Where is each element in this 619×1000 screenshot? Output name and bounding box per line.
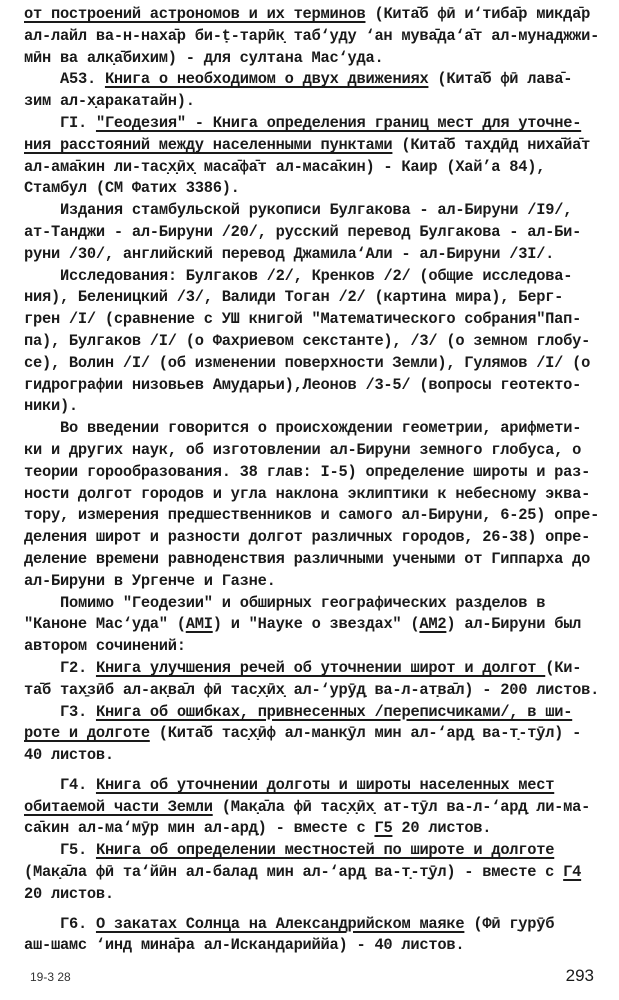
- text-line: [24, 222, 609, 244]
- text-segment: деление времени равноденствия различными учеными от Гиппарха до: [24, 549, 591, 568]
- text-line: [24, 135, 609, 157]
- text-segment: ал-Бируни в Ургенче и Газне.: [24, 571, 276, 590]
- page-number: 293: [565, 966, 594, 985]
- text-line: [24, 914, 609, 936]
- text-segment: па), Булгаков /I/ (о Фахриевом секстанте), /3/ (о земном глобу-: [24, 331, 591, 350]
- text-segment: 40 листов.: [24, 746, 114, 765]
- text-line: [24, 775, 609, 797]
- text-segment: та̄б тах̱зӣб ал-ак̣ва̄л фӣ тас̣х̣ӣх̣ ал-‘урӯд̣ ва-л-ат̣ва̄л) - 200 листов.: [24, 680, 600, 699]
- text-line: [24, 113, 609, 135]
- underlined-title: обитаемой части Земли: [24, 797, 213, 816]
- text-line: [24, 797, 609, 819]
- text-segment: (Кита̄б тах̣дӣд ниха̄йа̄т: [392, 135, 591, 154]
- text-line: [24, 840, 609, 862]
- text-line: [24, 287, 609, 309]
- text-line: [24, 862, 609, 884]
- text-segment: са̄кин ал-ма‘мӯр мин ал-ард̣) - вместе с: [24, 819, 375, 838]
- text-segment: Г5.: [60, 841, 96, 860]
- underlined-title: "Геодезия" - Книга определения границ мест для уточне-: [95, 113, 582, 132]
- text-segment: ния), Беленицкий /3/, Валиди Тоган /2/ (картина мира), Берг-: [24, 288, 564, 307]
- underlined-title: Книга об определении местностей по широте и долготе: [95, 841, 555, 860]
- document-body: [24, 4, 609, 957]
- text-segment: грен /I/ (сравнение с УШ книгой "Математического собрания"Пап-: [24, 310, 582, 329]
- text-line: [24, 440, 609, 462]
- text-segment: Стамбул (СМ Фатих 3386).: [24, 179, 240, 198]
- text-segment: "Каноне Мас‘уда" (: [24, 615, 186, 634]
- text-segment: ат-Танджи - ал-Бируни /20/, русский перевод Булгакова - ал-Би-: [24, 222, 582, 241]
- text-segment: Г3.: [60, 702, 96, 721]
- text-segment: 20 листов.: [24, 884, 114, 903]
- text-segment: Г2.: [60, 658, 96, 677]
- text-line: [24, 418, 609, 440]
- text-segment: теории горообразования. 38 глав: I-5) определение широты и раз-: [24, 462, 591, 481]
- text-line: [24, 331, 609, 353]
- underlined-title: роте и долготе: [24, 724, 150, 743]
- underlined-title: ния расстояний между населенными пунктами: [24, 135, 393, 154]
- text-segment: Исследования: Булгаков /2/, Кренков /2/ (общие исследова-: [60, 266, 573, 285]
- text-segment: ал-лайл ва-н-наха̄р би-ṭ-тарӣк̣ таб‘уду ‘ан мува̄да‘а̄т ал-мунаджжи-: [24, 26, 600, 45]
- underlined-title: Г5: [374, 819, 393, 838]
- text-line: [24, 200, 609, 222]
- text-line: [24, 244, 609, 266]
- text-line: [24, 614, 609, 636]
- text-segment: Издания стамбульской рукописи Булгакова - ал-Бируни /I9/,: [60, 201, 573, 220]
- text-segment: (Ки-: [545, 658, 582, 677]
- text-line: [24, 745, 609, 767]
- underlined-title: АМ2: [419, 615, 447, 634]
- text-segment: ки и других наук, об изготовлении ал-Бируни земного глобуса, о: [24, 440, 582, 459]
- text-line: [24, 702, 609, 724]
- underlined-title: О закатах Солнца на Александрийском маяке: [95, 914, 465, 933]
- text-segment: (Мак̣а̄ла фӣ тас̣х̣ӣх̣ ат-т̣ӯл ва-л-‘ард̣ ли-ма-: [212, 797, 591, 816]
- text-segment: ал-ама̄кин ли-тас̣х̣ӣх̣ маса̄фа̄т ал-маса̄кин) - Каир (Хай’а 84),: [24, 157, 546, 176]
- text-line: [24, 48, 609, 70]
- underlined-title: Книга об уточнении долготы и широты населенных мест: [95, 775, 555, 794]
- text-segment: Помимо "Геодезии" и обширных географических разделов в: [60, 593, 546, 612]
- text-line: [24, 484, 609, 506]
- text-line: [24, 396, 609, 418]
- text-line: [24, 636, 609, 658]
- text-line: [24, 309, 609, 331]
- text-segment: (Кита̄б фӣ лава̄-: [428, 70, 573, 89]
- underlined-title: Книга об ошибках, привнесенных /переписчиками/, в ши-: [95, 702, 573, 721]
- text-line: [24, 527, 609, 549]
- text-line: [24, 505, 609, 527]
- underlined-title: АМI: [185, 615, 213, 634]
- text-line: [24, 266, 609, 288]
- text-line: [24, 680, 609, 702]
- text-segment: ники).: [24, 397, 78, 416]
- text-segment: ) ал-Бируни был: [446, 615, 582, 634]
- text-line: [24, 884, 609, 906]
- text-segment: деления широт и разности долгот различных городов, 26-38) опре-: [24, 528, 591, 547]
- text-segment: мӣн ва алк̣а̄бихим) - для султана Мас‘уда.: [24, 48, 384, 67]
- text-segment: Во введении говорится о происхождении геометрии, арифмети-: [60, 419, 582, 438]
- text-line: [24, 157, 609, 179]
- underlined-title: от построений астрономов и их терминов: [24, 5, 366, 23]
- text-segment: А53.: [60, 70, 105, 89]
- text-line: [24, 91, 609, 113]
- underlined-title: Г4: [563, 863, 582, 882]
- text-segment: се), Волин /I/ (об изменении поверхности Земли), Гулямов /I/ (о: [24, 353, 591, 372]
- text-line: [24, 723, 609, 745]
- underlined-title: Книга улучшения речей об уточнении широт и долгот: [95, 658, 546, 677]
- text-line: [24, 462, 609, 484]
- text-line: [24, 571, 609, 593]
- text-segment: (Кита̄б тас̣х̣ӣф ал-манк̣ӯл мин ал-‘ард̣ ва-т̣-т̣ӯл) -: [149, 724, 582, 743]
- text-line: [24, 935, 609, 957]
- print-code: 19-3 28: [30, 970, 71, 984]
- text-segment: ГI.: [60, 113, 96, 132]
- text-line: [24, 353, 609, 375]
- text-segment: руни /30/, английский перевод Джамила‘Али - ал-Бируни /3I/.: [24, 244, 555, 263]
- text-line: [24, 549, 609, 571]
- text-segment: (Кита̄б фӣ и‘тиба̄р микда̄р: [365, 5, 591, 23]
- text-segment: зим ал-х̣аракатайн).: [24, 92, 195, 111]
- text-segment: автором сочинений:: [24, 637, 186, 656]
- text-line: [24, 178, 609, 200]
- text-segment: аш-шамс ‘инд мина̄ра ал-Искандариййа) - 40 листов.: [24, 936, 465, 955]
- text-segment: ) и "Науке о звездах" (: [212, 615, 420, 634]
- text-segment: тору, измерения предшественников и самого ал-Бируни, 6-25) опре-: [24, 506, 600, 525]
- text-segment: (Мак̣а̄ла фӣ та‘йӣн ал-балад мин ал-‘ард̣ ва-т̣-т̣ӯл) - вместе с: [24, 863, 564, 882]
- text-line: [24, 69, 609, 91]
- underlined-title: Книга о необходимом о двух движениях: [104, 70, 429, 89]
- text-line: [24, 818, 609, 840]
- text-line: [24, 658, 609, 680]
- text-segment: Г4.: [60, 775, 96, 794]
- text-segment: (Фӣ г̣урӯб: [464, 914, 555, 933]
- text-line: [24, 26, 609, 48]
- text-segment: 20 листов.: [392, 819, 492, 838]
- text-segment: Г6.: [60, 914, 96, 933]
- text-line: [24, 4, 609, 26]
- text-segment: гидрографии низовьев Амударьи),Леонов /3-5/ (вопросы геотекто-: [24, 375, 582, 394]
- text-line: [24, 375, 609, 397]
- text-line: [24, 593, 609, 615]
- text-segment: ности долгот городов и угла наклона эклиптики к небесному эква-: [24, 484, 591, 503]
